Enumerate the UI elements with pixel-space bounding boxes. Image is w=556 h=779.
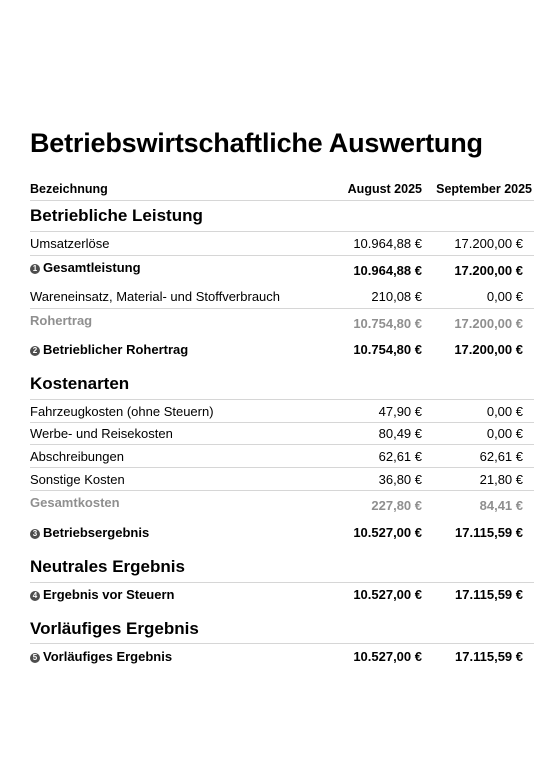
value-september: 17.200,00 €	[454, 263, 523, 278]
divider	[30, 643, 534, 644]
divider	[30, 582, 534, 583]
value-august: 10.754,80 €	[353, 342, 422, 357]
value-august: 62,61 €	[378, 449, 422, 464]
value-september: 84,41 €	[479, 498, 523, 513]
value-august: 36,80 €	[378, 472, 422, 487]
divider	[30, 255, 534, 256]
value-september: 62,61 €	[479, 449, 523, 464]
row-label: Sonstige Kosten	[30, 472, 125, 487]
row-label: Umsatzerlöse	[30, 236, 110, 251]
value-september: 0,00 €	[486, 289, 523, 304]
divider	[30, 467, 534, 468]
row-label: Wareneinsatz, Material- und Stoffverbrauch	[30, 289, 281, 304]
value-september: 17.200,00 €	[454, 316, 523, 331]
divider	[30, 399, 534, 400]
value-september: 17.200,00 €	[454, 236, 523, 251]
section-neutrales-ergebnis: Neutrales Ergebnis	[30, 557, 185, 576]
value-august: 10.527,00 €	[353, 649, 422, 664]
divider	[30, 444, 534, 445]
row-label: Betrieblicher Rohertrag	[43, 342, 189, 357]
page-title: Betriebswirtschaftliche Auswertung	[30, 128, 483, 158]
number-1-icon: 1	[30, 264, 40, 274]
row-label: Gesamtkosten	[30, 495, 120, 510]
value-september: 0,00 €	[486, 404, 523, 419]
value-september: 17.115,59 €	[455, 587, 523, 602]
divider	[30, 231, 534, 232]
value-august: 227,80 €	[371, 498, 422, 513]
value-september: 17.115,59 €	[455, 525, 523, 540]
row-label: Abschreibungen	[30, 449, 124, 464]
value-august: 10.754,80 €	[353, 316, 422, 331]
value-august: 210,08 €	[371, 289, 422, 304]
value-august: 10.964,88 €	[353, 236, 422, 251]
divider	[30, 422, 534, 423]
row-label: Fahrzeugkosten (ohne Steuern)	[30, 404, 214, 419]
row-label: Vorläufiges Ergebnis	[43, 649, 173, 664]
number-3-icon: 3	[30, 529, 40, 539]
value-august: 10.964,88 €	[353, 263, 422, 278]
section-betriebliche-leistung: Betriebliche Leistung	[30, 206, 203, 225]
row-label: Werbe- und Reisekosten	[30, 426, 173, 441]
value-august: 10.527,00 €	[353, 587, 422, 602]
header-august: August 2025	[347, 182, 422, 196]
row-label: Rohertrag	[30, 313, 93, 328]
value-august: 47,90 €	[378, 404, 422, 419]
section-vorlaeufiges-ergebnis: Vorläufiges Ergebnis	[30, 619, 199, 638]
number-4-icon: 4	[30, 591, 40, 601]
value-september: 21,80 €	[479, 472, 523, 487]
value-september: 17.115,59 €	[455, 649, 523, 664]
header-september: September 2025	[436, 182, 532, 196]
divider	[30, 490, 534, 491]
section-kostenarten: Kostenarten	[30, 374, 130, 393]
number-5-icon: 5	[30, 653, 40, 663]
number-2-icon: 2	[30, 346, 40, 356]
row-label: Gesamtleistung	[43, 260, 141, 275]
row-label: Betriebsergebnis	[43, 525, 150, 540]
value-august: 10.527,00 €	[353, 525, 422, 540]
header-label: Bezeichnung	[30, 182, 108, 196]
divider	[30, 308, 534, 309]
row-label: Ergebnis vor Steuern	[43, 587, 175, 602]
value-september: 17.200,00 €	[454, 342, 523, 357]
divider	[30, 200, 534, 201]
value-september: 0,00 €	[486, 426, 523, 441]
value-august: 80,49 €	[378, 426, 422, 441]
